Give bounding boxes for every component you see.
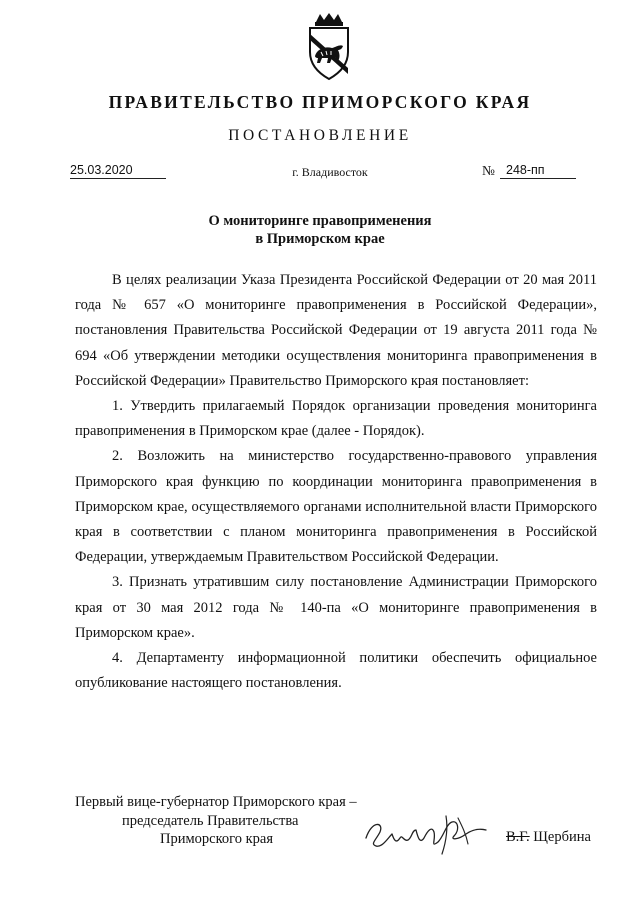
- document-title: [0, 212, 640, 248]
- document-city: г. Владивосток: [292, 165, 368, 179]
- document-body: [75, 268, 597, 696]
- number-sign: №: [482, 163, 495, 178]
- signatory-surname: Щербина: [533, 829, 591, 845]
- document-number: 248-пп: [500, 163, 576, 179]
- preamble-paragraph: В целях реализации Указа Президента Российской Федерации от 20 мая 2011 года № 657 «О мониторинге правоприменения в Российской Федерации», постановления Правительства Российской Федерации от 19 августа 2011 года № 694 «Об утверждении методики осуществления мониторинга правоприменения в Российской Федерации» Правительство Приморского края постановляет:: [75, 272, 597, 389]
- clause-paragraph: 3. Признать утратившим силу постановление Администрации Приморского края от 30 мая 2012 года № 140-па «О мониторинге правоприменения в Приморском крае».: [75, 574, 597, 641]
- clause-paragraph: 2. Возложить на министерство государственно-правового управления Приморского края функцию по координации мониторинга правоприменения в Приморском крае, осуществляемого органами исполнительной власти Приморского края в соответствии с планом мониторинга правоприменения в Российской Федерации, утверждаемым Правительством Российской Федерации.: [75, 448, 597, 566]
- title-line: в Приморском крае: [255, 231, 385, 247]
- clause-paragraph: 4. Департаменту информационной политики обеспечить официальное опубликование настоящего постановления.: [75, 650, 597, 692]
- title-line: О мониторинге правоприменения: [208, 213, 432, 229]
- position-line: председатель Правительства: [122, 812, 299, 829]
- position-line: Приморского края: [160, 831, 274, 847]
- position-line: Первый вице-губернатор Приморского края –: [75, 794, 357, 810]
- clause-paragraph: 1. Утвердить прилагаемый Порядок организации проведения мониторинга правоприменения в Приморском крае (далее - Порядок).: [75, 398, 597, 440]
- signatory-position: [75, 793, 357, 849]
- handwritten-signature: [362, 808, 492, 858]
- document-date: 25.03.2020: [70, 163, 166, 179]
- signatory-name: [506, 829, 591, 846]
- signatory-initials: В.Г.: [506, 829, 530, 845]
- organization-name: ПРАВИТЕЛЬСТВО ПРИМОРСКОГО КРАЯ: [108, 92, 532, 112]
- coat-of-arms-icon: [296, 12, 362, 82]
- document-type: ПОСТАНОВЛЕНИЕ: [228, 127, 412, 144]
